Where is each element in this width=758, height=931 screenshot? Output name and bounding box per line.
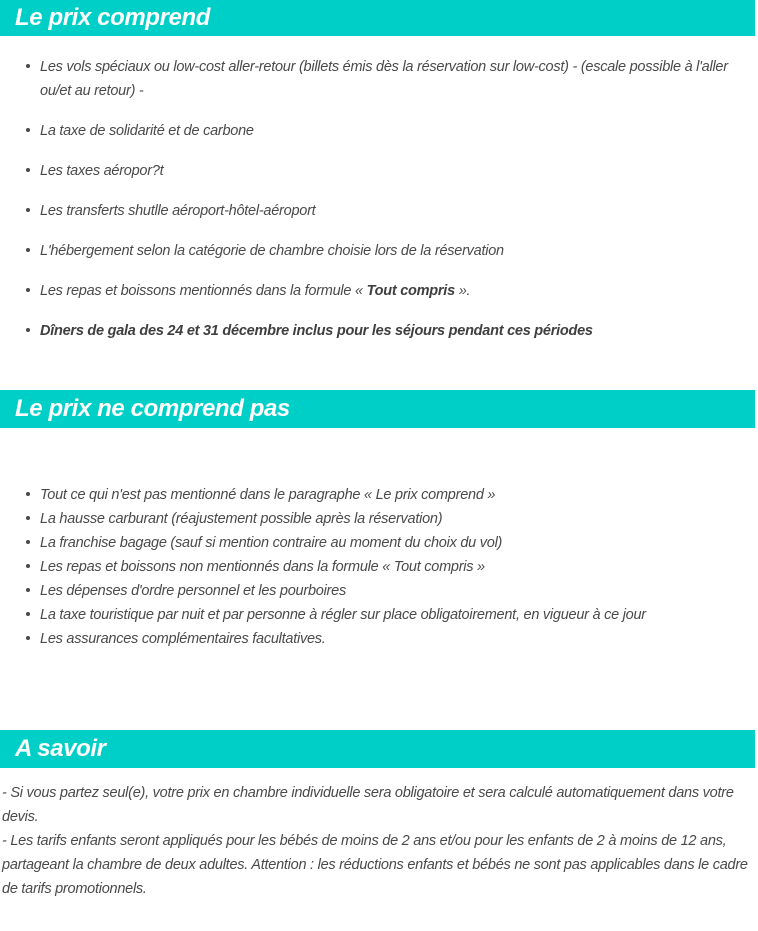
section-header-prix-comprend: [0, 0, 755, 36]
section-title: Le prix ne comprend pas: [15, 395, 290, 422]
section-header-prix-ne-comprend-pas: [0, 390, 755, 428]
spacer: [0, 651, 758, 730]
section-title: Le prix comprend: [15, 4, 210, 31]
list-item-emphasis: Tout compris: [366, 283, 455, 299]
note-paragraph: - Si vous partez seul(e), votre prix en chambre individuelle sera obligatoire et sera calculé automatiquement dans votre devis.: [2, 785, 734, 825]
list-item: Les repas et boissons non mentionnés dans la formule « Tout compris »: [0, 555, 758, 579]
list-item: Dîners de gala des 24 et 31 décembre inclus pour les séjours pendant ces périodes: [0, 319, 758, 343]
list-item: La franchise bagage (sauf si mention contraire au moment du choix du vol): [0, 531, 758, 555]
list-item: La taxe touristique par nuit et par personne à régler sur place obligatoirement, en vigueur à ce jour: [0, 603, 758, 627]
list-item: Les taxes aéropor?t: [0, 159, 758, 183]
exclusions-list: [0, 483, 758, 651]
list-item: Les vols spéciaux ou low-cost aller-retour (billets émis dès la réservation sur low-cost) - (escale possible à l'aller ou/et au retour) -: [0, 55, 758, 103]
spacer: [0, 359, 758, 390]
section-header-a-savoir: [0, 730, 755, 768]
list-item: Les assurances complémentaires facultatives.: [0, 627, 758, 651]
list-item: La taxe de solidarité et de carbone: [0, 119, 758, 143]
note-paragraph: - Les tarifs enfants seront appliqués pour les bébés de moins de 2 ans et/ou pour les enfants de 2 à moins de 12 ans, partageant la chambre de deux adultes. Attention : les réductions enfants et bébés ne sont pas applicables dans le cadre de tarifs promotionnels.: [2, 833, 748, 897]
list-item: L'hébergement selon la catégorie de chambre choisie lors de la réservation: [0, 239, 758, 263]
list-item: [0, 279, 758, 303]
list-item: Les transferts shutlle aéroport-hôtel-aéroport: [0, 199, 758, 223]
spacer: [0, 36, 758, 55]
inclusions-list: [0, 55, 758, 343]
list-item-text-tail: ».: [458, 283, 471, 299]
list-item: Les dépenses d'ordre personnel et les pourboires: [0, 579, 758, 603]
spacer: [0, 768, 758, 781]
section-title: A savoir: [15, 735, 106, 762]
spacer: [0, 428, 758, 483]
list-item: La hausse carburant (réajustement possible après la réservation): [0, 507, 758, 531]
list-item: Tout ce qui n'est pas mentionné dans le paragraphe « Le prix comprend »: [0, 483, 758, 507]
list-item-text-lead: Les repas et boissons mentionnés dans la formule «: [40, 283, 363, 299]
a-savoir-notes: [0, 781, 758, 901]
